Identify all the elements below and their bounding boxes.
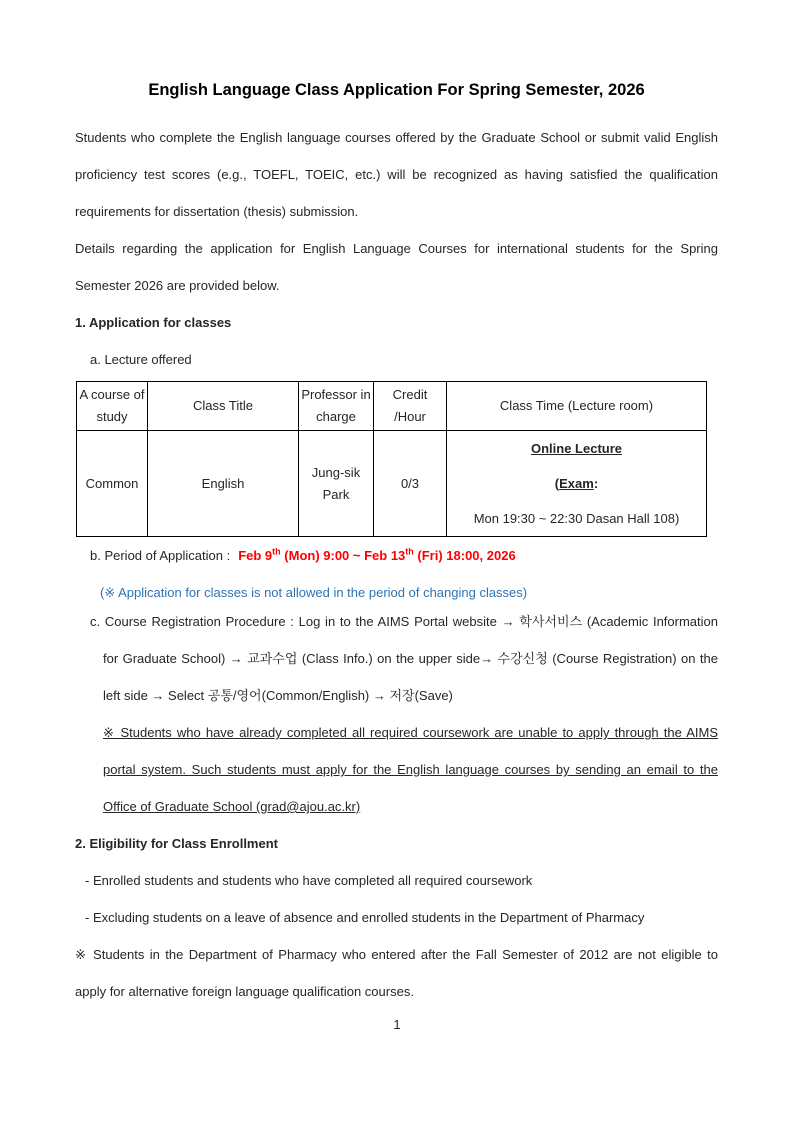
pharmacy-note: ※ Students in the Department of Pharmacy who entered after the Fall Semester of 2012 are not eligible to apply for alternative foreign language qualification courses.	[75, 947, 718, 999]
lecture-table	[76, 381, 707, 537]
period-value: Feb 9th (Mon) 9:00 ~ Feb 13th (Fri) 18:00, 2026	[238, 546, 516, 563]
header-course-of-study: A course of study	[77, 382, 148, 431]
eligibility-bullet-1: - Enrolled students and students who have completed all required coursework	[85, 873, 533, 888]
header-professor: Professor in charge	[299, 382, 374, 431]
intro-paragraph-2: Details regarding the application for English Language Courses for international students for the Spring Semester 2026 are provided below.	[75, 241, 718, 293]
aims-note-underlined: ※ Students who have already completed all required coursework are unable to apply through the AIMS portal system. Such students must apply for the English language courses by sending an email to the Office of Graduate School (grad@ajou.ac.kr)	[103, 725, 718, 814]
period-label: b. Period of Application :	[90, 548, 231, 563]
header-class-time: Class Time (Lecture room)	[447, 382, 707, 431]
cell-class-time	[447, 431, 707, 537]
document-title: English Language Class Application For Spring Semester, 2026	[148, 81, 645, 99]
period-of-application-line	[75, 537, 718, 574]
eligibility-bullet-2: - Excluding students on a leave of absence and enrolled students in the Department of Pharmacy	[85, 910, 645, 925]
cell-course-of-study: Common	[77, 431, 148, 537]
lecture-table-row	[77, 431, 707, 537]
class-time-schedule: Mon 19:30 ~ 22:30 Dasan Hall 108)	[473, 511, 680, 526]
header-class-title: Class Title	[148, 382, 299, 431]
blue-note: (※ Application for classes is not allowed in the period of changing classes)	[100, 585, 528, 600]
course-registration-procedure: c. Course Registration Procedure : Log in to the AIMS Portal website → 학사서비스 (Academic Information for Graduate School) → 교과수업 (Class Info.) on the upper side→ 수강신청 (Course Registration) on the left side → Select 공통/영어(Common/English) → 저장(Save)	[90, 614, 718, 703]
cell-professor: Jung-sik Park	[299, 431, 374, 537]
lecture-table-header-row	[77, 382, 707, 431]
class-time-online-lecture: Online Lecture	[530, 441, 623, 456]
cell-credit-hour: 0/3	[374, 431, 447, 537]
class-time-exam-line: (Exam:	[554, 476, 599, 491]
cell-class-title: English	[148, 431, 299, 537]
section1-heading: 1. Application for classes	[75, 315, 232, 330]
page-number: 1	[393, 1017, 401, 1032]
lecture-offered-label: a. Lecture offered	[90, 352, 192, 367]
intro-paragraph-1: Students who complete the English language courses offered by the Graduate School or submit valid English proficiency test scores (e.g., TOEFL, TOEIC, etc.) will be recognized as having satisfied the qualification requirements for dissertation (thesis) submission.	[75, 130, 718, 219]
header-credit-hour: Credit /Hour	[374, 382, 447, 431]
section2-heading: 2. Eligibility for Class Enrollment	[75, 836, 278, 851]
